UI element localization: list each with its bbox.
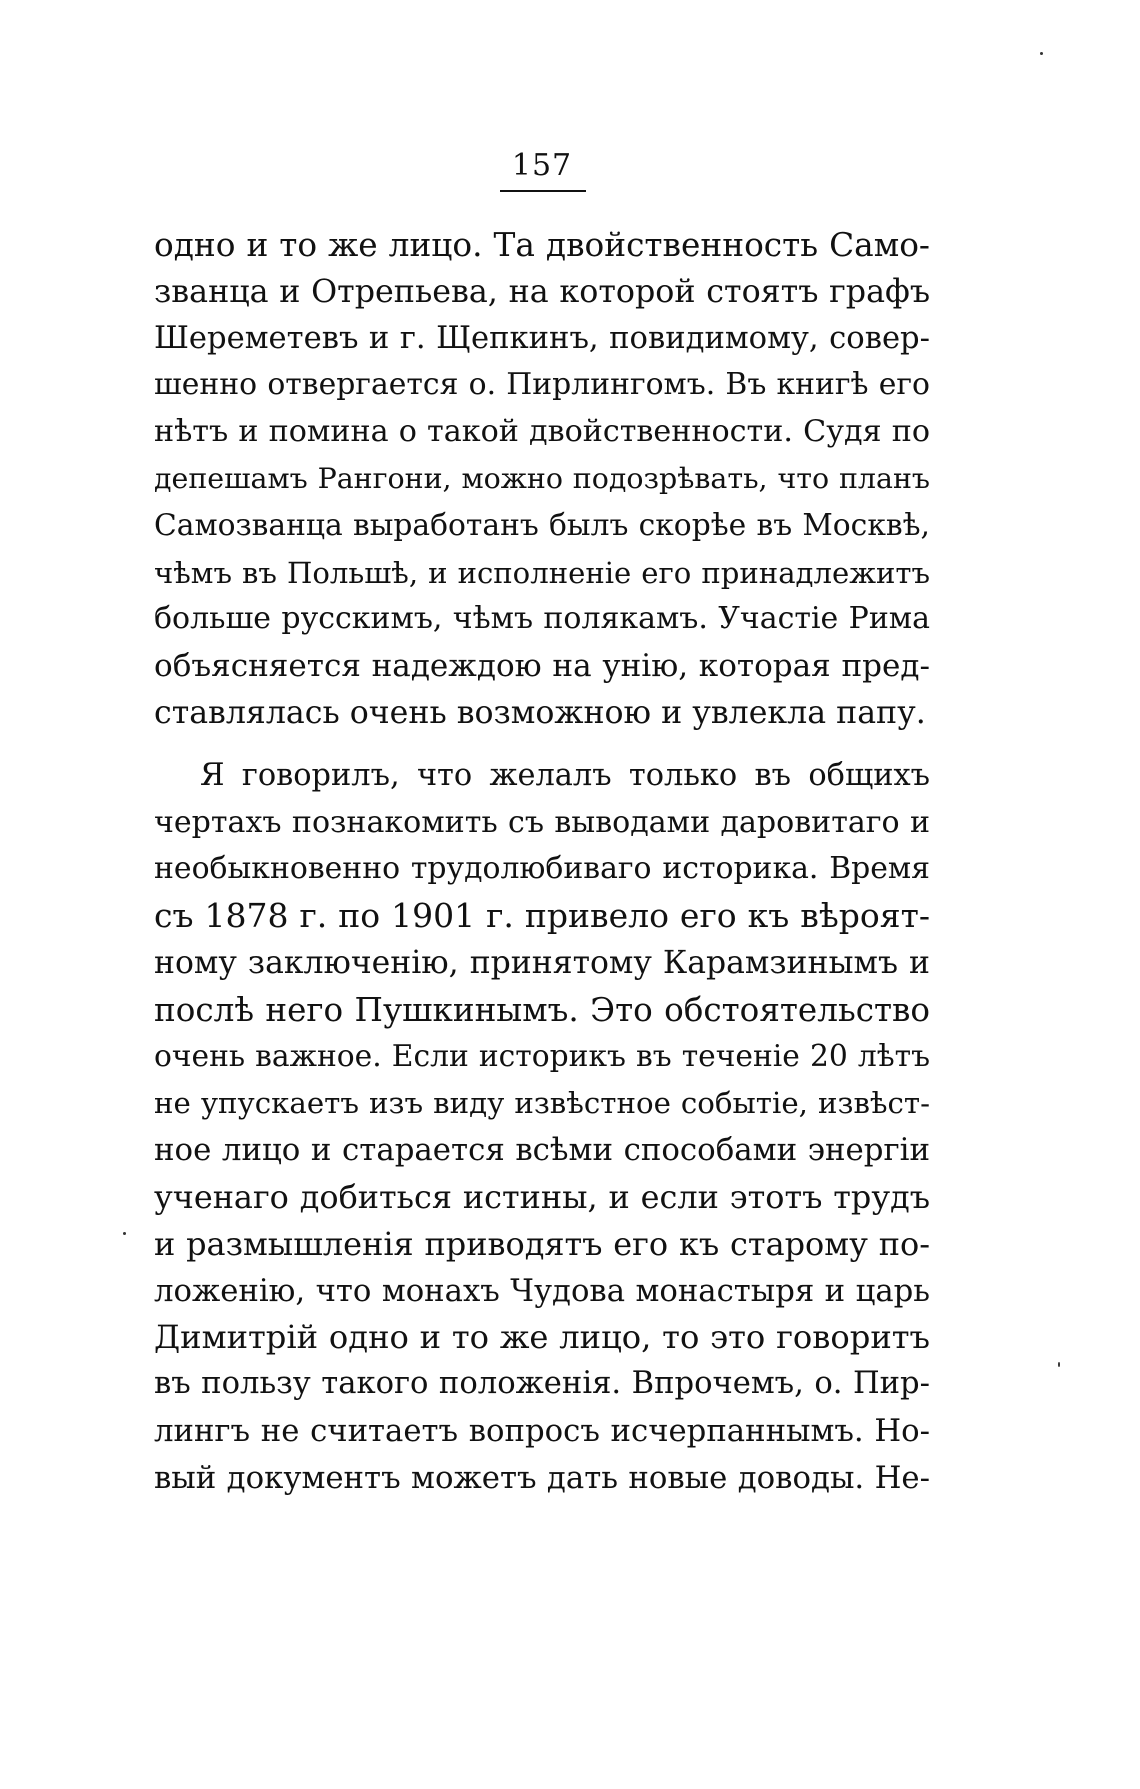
text-line: Шереметевъ и г. Щепкинъ, повидимому, совер- bbox=[154, 320, 930, 356]
text-line: ному заключенію, принятому Карамзинымъ и bbox=[154, 944, 930, 981]
text-line: вый документъ можетъ дать новые доводы. Не- bbox=[154, 1459, 930, 1496]
text-line: ное лицо и старается всѣми способами энергіи bbox=[154, 1132, 930, 1169]
text-line: чѣмъ въ Польшѣ, и исполненіе его принадлежитъ bbox=[154, 555, 930, 590]
text-line: ученаго добиться истины, и если этотъ трудъ bbox=[154, 1177, 930, 1216]
scan-speck bbox=[123, 1232, 126, 1235]
body-text bbox=[154, 222, 930, 1502]
text-line: больше русскимъ, чѣмъ полякамъ. Участіе Рима bbox=[154, 601, 930, 637]
text-line: одно и то же лицо. Та двойственность Само- bbox=[154, 226, 930, 264]
text-line: Я говорилъ, что желалъ только въ общихъ bbox=[200, 757, 930, 793]
scan-speck bbox=[1058, 1362, 1060, 1367]
text-line: съ 1878 г. по 1901 г. привело его къ вѣроят- bbox=[154, 896, 930, 936]
paragraph-2 bbox=[154, 753, 930, 1502]
text-line: чертахъ познакомить съ выводами даровитаго и bbox=[154, 804, 930, 840]
page-number: 157 bbox=[511, 148, 573, 183]
page-number-rule bbox=[500, 190, 586, 192]
text-line: нѣтъ и помина о такой двойственности. Судя по bbox=[154, 414, 930, 450]
text-line: послѣ него Пушкинымъ. Это обстоятельство bbox=[154, 990, 930, 1029]
text-line: въ пользу такого положенія. Впрочемъ, о. Пир- bbox=[154, 1366, 930, 1402]
text-line: шенно отвергается о. Пирлингомъ. Въ книгѣ его bbox=[154, 367, 930, 403]
text-line: Самозванца выработанъ былъ скорѣе въ Москвѣ, bbox=[154, 507, 930, 543]
text-line: объясняется надеждою на унію, которая пред- bbox=[154, 648, 930, 685]
text-line: ложенію, что монахъ Чудова монастыря и царь bbox=[154, 1272, 930, 1309]
text-line: званца и Отрепьева, на которой стоятъ графъ bbox=[154, 273, 930, 310]
text-line: ставлялась очень возможною и увлекла папу. bbox=[154, 694, 926, 731]
scan-speck bbox=[1040, 52, 1043, 55]
text-line: и размышленія приводятъ его къ старому по- bbox=[154, 1224, 930, 1263]
paragraph-spacer bbox=[154, 737, 930, 753]
text-line: очень важное. Если историкъ въ теченіе 20 лѣтъ bbox=[154, 1038, 930, 1074]
text-line: не упускаетъ изъ виду извѣстное событіе, извѣст- bbox=[154, 1086, 930, 1121]
text-line: депешамъ Рангони, можно подозрѣвать, что планъ bbox=[154, 461, 930, 495]
text-line: необыкновенно трудолюбиваго историка. Время bbox=[154, 851, 930, 887]
paragraph-1 bbox=[154, 222, 930, 737]
text-line: Димитрій одно и то же лицо, то это говоритъ bbox=[154, 1318, 930, 1357]
text-line: лингъ не считаетъ вопросъ исчерпаннымъ. Но- bbox=[154, 1412, 930, 1449]
